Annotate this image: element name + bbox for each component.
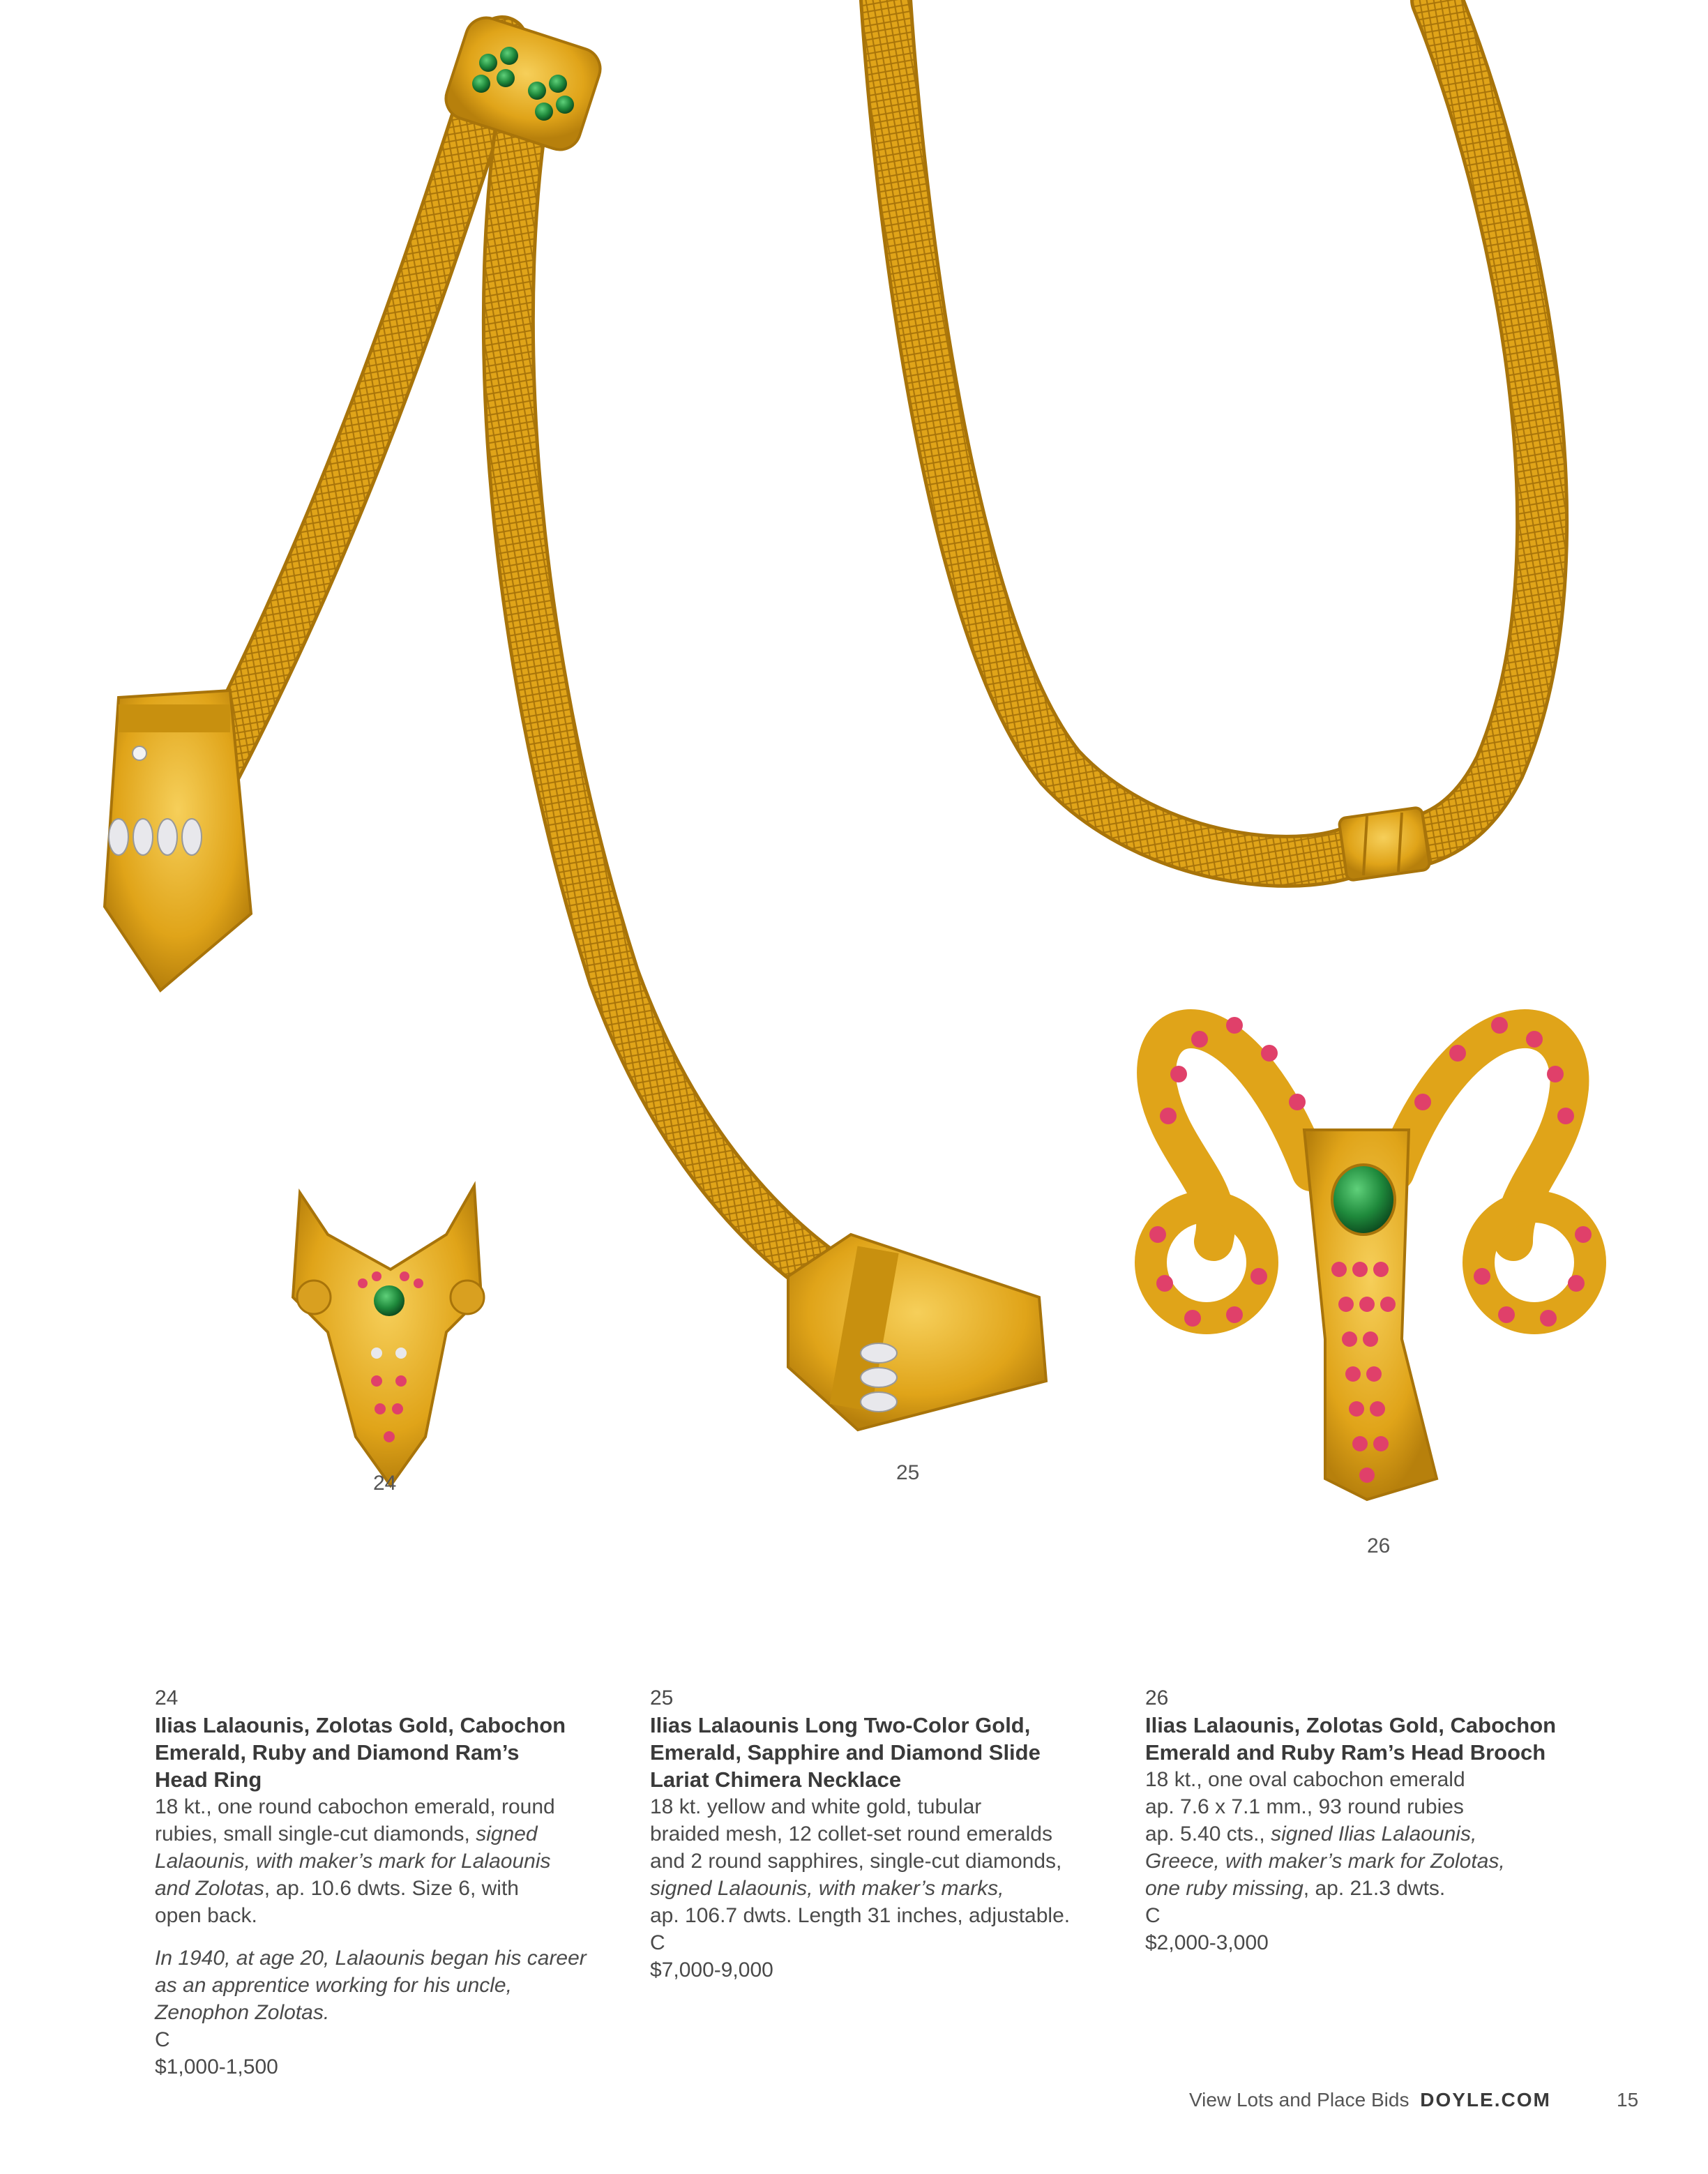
lot-note-line: as an apprentice working for his uncle, <box>155 1974 512 1997</box>
lot-title-line: Ilias Lalaounis, Zolotas Gold, Cabochon <box>1145 1713 1557 1737</box>
lot-description-line: ap. 106.7 dwts. Length 31 inches, adjustable. <box>650 1904 1071 1927</box>
lot-title-line: Ilias Lalaounis Long Two-Color Gold, <box>650 1713 1031 1737</box>
lot-25-entry <box>650 1684 1138 1984</box>
lot-description-line: and 2 round sapphires, single-cut diamonds, <box>650 1850 1062 1873</box>
lot-estimate: $7,000-9,000 <box>650 1958 773 1981</box>
lot-description-line: one ruby missing, ap. 21.3 dwts. <box>1145 1877 1446 1900</box>
lot-description-line: Greece, with maker’s mark for Zolotas, <box>1145 1850 1505 1873</box>
rams-head-brooch <box>1149 1017 1592 1500</box>
lot-note <box>155 1945 643 2026</box>
lot-code: C <box>1145 1904 1161 1927</box>
lot-title-line: Emerald, Sapphire and Diamond Slide <box>650 1740 1041 1765</box>
footer-brand[interactable]: DOYLE.COM <box>1420 2089 1551 2111</box>
lot-title-line: Emerald and Ruby Ram’s Head Brooch <box>1145 1740 1546 1765</box>
lot-description-line: 18 kt., one round cabochon emerald, round <box>155 1795 555 1818</box>
lot-description-line: ap. 5.40 cts., signed Ilias Lalaounis, <box>1145 1822 1477 1845</box>
figure-label-lot-24: 24 <box>373 1472 397 1495</box>
lot-title-line: Emerald, Ruby and Diamond Ram’s <box>155 1740 520 1765</box>
necklace-clasp <box>1338 807 1430 881</box>
lot-estimate: $1,000-1,500 <box>155 2055 278 2078</box>
lot-description-line: rubies, small single-cut diamonds, signed <box>155 1822 538 1845</box>
rams-head-ring <box>293 1186 484 1486</box>
footer-text: View Lots and Place Bids <box>1189 2089 1410 2111</box>
lot-note-line: Zenophon Zolotas. <box>155 2001 330 2024</box>
lot-description-line: 18 kt. yellow and white gold, tubular <box>650 1795 982 1818</box>
figure-label-lot-26: 26 <box>1367 1534 1391 1557</box>
lot-number: 25 <box>650 1686 674 1709</box>
lot-description-line: Lalaounis, with maker’s mark for Lalaounis <box>155 1850 551 1873</box>
lot-number: 26 <box>1145 1686 1169 1709</box>
necklace-chain <box>209 0 1542 1283</box>
chimera-head-right <box>788 1235 1046 1430</box>
lot-26-entry <box>1145 1684 1633 1956</box>
lot-description-line: 18 kt., one oval cabochon emerald <box>1145 1768 1465 1791</box>
lot-number: 24 <box>155 1686 179 1709</box>
figure-label-lot-25: 25 <box>896 1461 920 1484</box>
lot-description-line: and Zolotas, ap. 10.6 dwts. Size 6, with <box>155 1877 519 1900</box>
lot-code: C <box>155 2028 170 2051</box>
lot-title-line: Ilias Lalaounis, Zolotas Gold, Cabochon <box>155 1713 566 1737</box>
lot-title-line: Head Ring <box>155 1767 262 1792</box>
lot-description-line: signed Lalaounis, with maker’s marks, <box>650 1877 1004 1900</box>
lot-title-line: Lariat Chimera Necklace <box>650 1767 902 1792</box>
lot-code: C <box>650 1931 665 1954</box>
lot-24-entry <box>155 1684 643 2081</box>
lot-description-line: open back. <box>155 1904 257 1927</box>
chimera-head-left <box>105 690 251 990</box>
lot-estimate: $2,000-3,000 <box>1145 1931 1269 1954</box>
lot-description-line: ap. 7.6 x 7.1 mm., 93 round rubies <box>1145 1795 1464 1818</box>
page-number: 15 <box>1617 2089 1639 2111</box>
lot-description-line: braided mesh, 12 collet-set round emeralds <box>650 1822 1052 1845</box>
footer-link[interactable] <box>1189 2089 1551 2111</box>
lot-note-line: In 1940, at age 20, Lalaounis began his career <box>155 1947 587 1970</box>
